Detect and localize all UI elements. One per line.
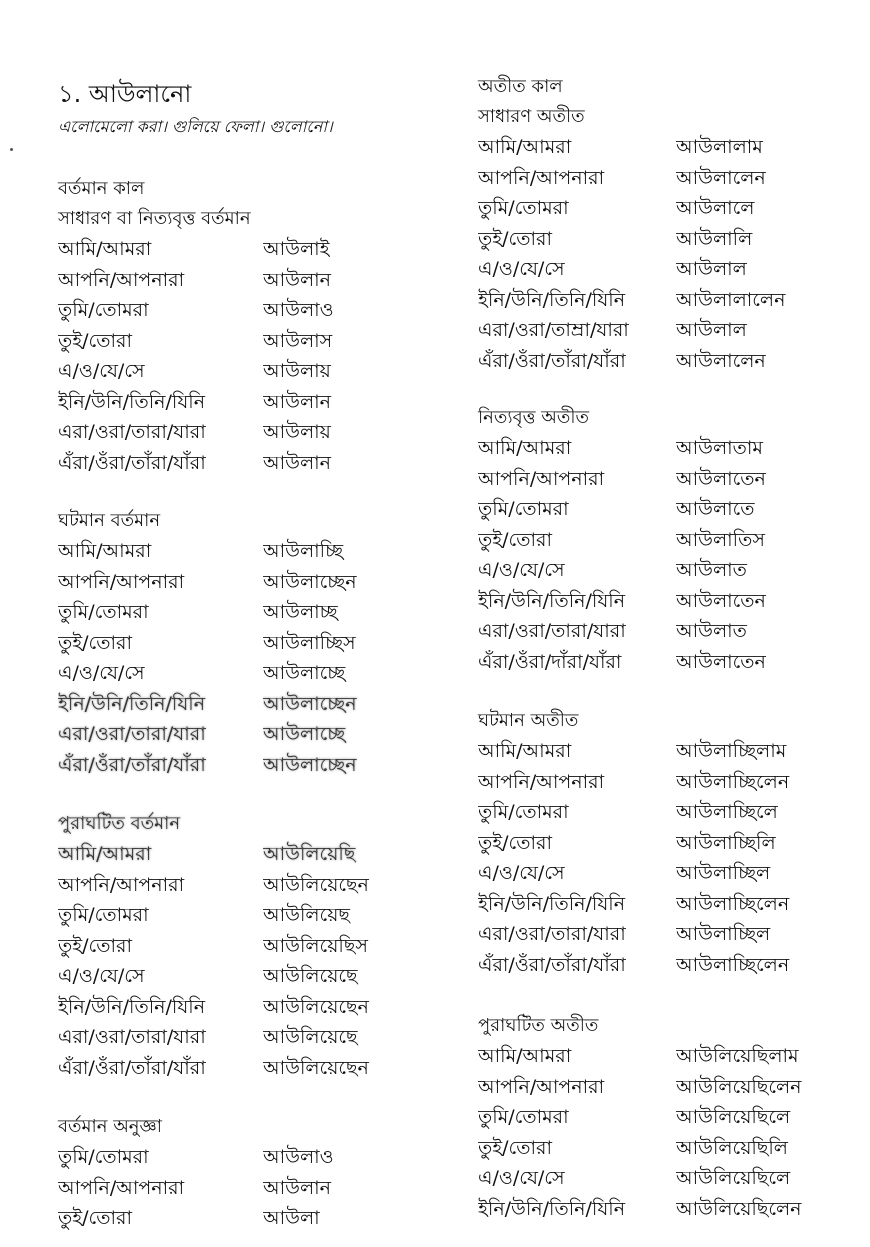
pronoun-cell: ইনি/উনি/তিনি/যিনি [478, 589, 626, 612]
pronoun-cell: আপনি/আপনারা [58, 570, 185, 593]
pronoun-cell: আমি/আমরা [58, 540, 152, 562]
pronoun-cell: এঁরা/ওঁরা/দাঁরা/যাঁরা [478, 650, 622, 673]
conjugation-row [58, 719, 438, 750]
pronoun-cell: তুমি/তোমরা [58, 1146, 149, 1168]
conjugation-row [58, 295, 438, 326]
conjugation-row [58, 448, 438, 479]
conjugation-row [58, 750, 438, 781]
pronoun-cell: তুই/তোরা [478, 227, 552, 250]
pronoun-cell: তুমি/তোমরা [58, 601, 149, 623]
conjugation-row [58, 234, 438, 265]
verb-form-cell: আউলাচ্ছিলেন [676, 953, 790, 976]
present-tense-heading: বর্তমান কাল [58, 178, 145, 199]
pronoun-cell: তুমি/তোমরা [58, 904, 149, 926]
pronoun-cell: এ/ও/যে/সে [58, 360, 145, 382]
pronoun-cell: আমি/আমরা [478, 740, 572, 762]
conjugation-row [58, 417, 438, 448]
verb-form-cell: আউলালেন [676, 349, 766, 372]
pronoun-cell: এ/ও/যে/সে [478, 1167, 565, 1189]
present-perfect-title: পুরাঘটিত বর্তমান [58, 813, 181, 834]
verb-form-cell: আউলিয়েছিলাম [676, 1045, 799, 1067]
pronoun-cell: আমি/আমরা [478, 1045, 572, 1067]
verb-form-cell: আউলাতাম [676, 437, 763, 459]
verb-form-cell: আউলালেন [676, 166, 766, 189]
conjugation-row [58, 689, 438, 720]
verb-form-cell: আউলান [263, 390, 331, 413]
conjugation-row [58, 1173, 438, 1204]
pronoun-cell: আমি/আমরা [478, 136, 572, 158]
verb-form-cell: আউলাও [263, 299, 334, 321]
verb-form-cell: আউলাচ্ছেন [263, 692, 357, 715]
pronoun-cell: তুই/তোরা [478, 831, 552, 854]
conjugation-row [58, 567, 438, 598]
verb-form-cell: আউলাচ্ছেন [263, 570, 357, 593]
conjugation-row [478, 797, 858, 828]
verb-form-cell: আউলান [263, 268, 331, 291]
pronoun-cell: এরা/ওরা/তারা/যারা [58, 421, 206, 443]
pronoun-cell: এ/ও/যে/সে [478, 258, 565, 280]
pronoun-cell: এঁরা/ওঁরা/তাঁরা/যাঁরা [58, 753, 206, 776]
verb-form-cell: আউলায় [263, 421, 331, 443]
conjugation-row [478, 224, 858, 255]
pronoun-cell: তুই/তোরা [58, 329, 132, 352]
verb-form-cell: আউলাচ্ছিলেন [676, 892, 790, 915]
verb-form-cell: আউলিয়েছে [263, 965, 358, 987]
verb-form-cell: আউলিয়েছিস [263, 934, 368, 957]
verb-form-cell: আউলাতেন [676, 650, 766, 673]
verb-form-cell: আউলিয়েছেন [263, 1056, 369, 1079]
verb-form-cell: আউলিয়েছিলে [676, 1106, 791, 1128]
conjugation-row [478, 346, 858, 377]
verb-form-cell: আউলিয়েছিলেন [676, 1197, 802, 1220]
conjugation-row [478, 1041, 858, 1072]
verb-form-cell: আউলাও [263, 1146, 334, 1168]
pronoun-cell: ইনি/উনি/তিনি/যিনি [58, 692, 206, 715]
present-continuous-section [58, 506, 438, 780]
conjugation-row [478, 950, 858, 981]
pronoun-cell: আপনি/আপনারা [58, 268, 185, 291]
verb-form-cell: আউলিয়েছিলে [676, 1167, 791, 1189]
conjugation-row [58, 536, 438, 567]
present-continuous-rows [58, 536, 438, 780]
verb-form-cell: আউলিয়েছি [263, 843, 356, 865]
pronoun-cell: আপনি/আপনারা [478, 166, 605, 189]
pronoun-cell: এ/ও/যে/সে [58, 662, 145, 684]
conjugation-row [478, 919, 858, 950]
pronoun-cell: এ/ও/যে/সে [58, 965, 145, 987]
conjugation-row [58, 326, 438, 357]
pronoun-cell: তুমি/তোমরা [478, 197, 569, 219]
present-imperative-section [58, 1112, 438, 1234]
conjugation-row [478, 464, 858, 495]
conjugation-row [58, 839, 438, 870]
pronoun-cell: আপনি/আপনারা [478, 467, 605, 490]
pronoun-cell: তুমি/তোমরা [478, 1106, 569, 1128]
pronoun-cell: এরা/ওরা/তাম্রা/যারা [478, 319, 629, 341]
verb-form-cell: আউলাচ্ছিলি [676, 831, 776, 854]
verb-form-cell: আউলালাম [676, 136, 763, 158]
print-speck [10, 148, 13, 151]
past-simple-rows [478, 132, 858, 376]
conjugation-row [58, 387, 438, 418]
verb-form-cell: আউলাতেন [676, 467, 766, 490]
conjugation-row [478, 555, 858, 586]
past-simple-section [478, 72, 858, 376]
pronoun-cell: ইনি/উনি/তিনি/যিনি [478, 288, 626, 311]
past-perfect-title: পুরাঘটিত অতীত [478, 1015, 599, 1036]
pronoun-cell: আপনি/আপনারা [58, 873, 185, 896]
conjugation-row [58, 658, 438, 689]
pronoun-cell: এরা/ওরা/তারা/যারা [478, 620, 626, 642]
conjugation-row [478, 193, 858, 224]
pronoun-cell: আপনি/আপনারা [478, 1075, 605, 1098]
verb-form-cell: আউলাচ্ছিল [676, 862, 771, 884]
conjugation-row [58, 900, 438, 931]
conjugation-row [478, 132, 858, 163]
conjugation-row [58, 1053, 438, 1084]
conjugation-row [58, 961, 438, 992]
verb-form-cell: আউলালি [676, 227, 753, 250]
verb-form-cell: আউলিয়েছেন [263, 995, 369, 1018]
conjugation-row [478, 858, 858, 889]
past-continuous-section [478, 706, 858, 980]
pronoun-cell: এ/ও/যে/সে [478, 862, 565, 884]
pronoun-cell: এরা/ওরা/তারা/যারা [478, 923, 626, 945]
present-perfect-section [58, 809, 438, 1083]
present-simple-section [58, 174, 438, 478]
verb-form-cell: আউলাচ্ছে [263, 723, 346, 745]
verb-form-cell: আউলাচ্ছিস [263, 631, 356, 654]
verb-form-cell: আউলাই [263, 238, 330, 260]
verb-form-cell: আউলাতেন [676, 589, 766, 612]
conjugation-row [478, 494, 858, 525]
conjugation-row [478, 1102, 858, 1133]
verb-form-cell: আউলাস [263, 329, 333, 352]
present-continuous-title: ঘটমান বর্তমান [58, 510, 161, 531]
pronoun-cell: তুই/তোরা [478, 1136, 552, 1159]
conjugation-row [478, 163, 858, 194]
verb-form-cell: আউলাত [676, 620, 747, 642]
pronoun-cell: তুই/তোরা [478, 528, 552, 551]
past-continuous-rows [478, 736, 858, 980]
conjugation-row [58, 1203, 438, 1234]
pronoun-cell: তুই/তোরা [58, 631, 132, 654]
verb-form-cell: আউলাচ্ছে [263, 662, 346, 684]
past-continuous-title: ঘটমান অতীত [478, 710, 579, 731]
pronoun-cell: তুমি/তোমরা [58, 299, 149, 321]
conjugation-row [478, 525, 858, 556]
pronoun-cell: আমি/আমরা [478, 437, 572, 459]
past-simple-title: সাধারণ অতীত [478, 106, 585, 127]
conjugation-row [478, 1072, 858, 1103]
verb-form-cell: আউলান [263, 1176, 331, 1199]
pronoun-cell: ইনি/উনি/তিনি/যিনি [58, 995, 206, 1018]
verb-form-cell: আউলিয়েছিলি [676, 1136, 788, 1159]
pronoun-cell: আমি/আমরা [58, 843, 152, 865]
verb-form-cell: আউলা [263, 1207, 320, 1229]
verb-form-cell: আউলিয়েছিলেন [676, 1075, 802, 1098]
conjugation-row [478, 736, 858, 767]
pronoun-cell: আমি/আমরা [58, 238, 152, 260]
pronoun-cell: এরা/ওরা/তারা/যারা [58, 723, 206, 745]
conjugation-row [478, 586, 858, 617]
entry-meaning: এলোমেলো করা। গুলিয়ে ফেলা। গুলোনো। [58, 117, 333, 136]
present-perfect-rows [58, 839, 438, 1083]
conjugation-row [478, 647, 858, 678]
conjugation-row [58, 356, 438, 387]
verb-form-cell: আউলান [263, 451, 331, 474]
present-imperative-rows [58, 1142, 438, 1234]
conjugation-row [478, 889, 858, 920]
verb-form-cell: আউলিয়েছ [263, 904, 350, 926]
pronoun-cell: এঁরা/ওঁরা/তাঁরা/যাঁরা [478, 349, 626, 372]
present-simple-rows [58, 234, 438, 478]
pronoun-cell: এঁরা/ওঁরা/তাঁরা/যাঁরা [478, 953, 626, 976]
present-imperative-title: বর্তমান অনুজ্ঞা [58, 1116, 162, 1137]
past-habitual-section [478, 403, 858, 677]
pronoun-cell: এরা/ওরা/তারা/যারা [58, 1026, 206, 1048]
conjugation-row [58, 597, 438, 628]
verb-form-cell: আউলালে [676, 197, 755, 219]
conjugation-row [478, 315, 858, 346]
conjugation-row [478, 767, 858, 798]
pronoun-cell: আপনি/আপনারা [58, 1176, 185, 1199]
conjugation-row [58, 1022, 438, 1053]
conjugation-row [478, 254, 858, 285]
conjugation-row [478, 616, 858, 647]
pronoun-cell: তুই/তোরা [58, 1207, 132, 1229]
conjugation-row [478, 1163, 858, 1194]
verb-form-cell: আউলাচ্ছেন [263, 753, 357, 776]
pronoun-cell: এঁরা/ওঁরা/তাঁরা/যাঁরা [58, 1056, 206, 1079]
verb-form-cell: আউলাতিস [676, 528, 765, 551]
past-tense-heading: অতীত কাল [478, 76, 563, 97]
past-habitual-title: নিত্যবৃত্ত অতীত [478, 407, 589, 428]
pronoun-cell: ইনি/উনি/তিনি/যিনি [58, 390, 206, 413]
verb-form-cell: আউলায় [263, 360, 331, 382]
verb-form-cell: আউলাচ্ছিল [676, 923, 771, 945]
verb-form-cell: আউলাতে [676, 498, 755, 520]
verb-form-cell: আউলিয়েছে [263, 1026, 358, 1048]
past-perfect-rows [478, 1041, 858, 1224]
pronoun-cell: ইনি/উনি/তিনি/যিনি [478, 1197, 626, 1220]
conjugation-row [478, 828, 858, 859]
pronoun-cell: আপনি/আপনারা [478, 770, 605, 793]
conjugation-row [478, 433, 858, 464]
pronoun-cell: তুমি/তোমরা [478, 801, 569, 823]
pronoun-cell: এঁরা/ওঁরা/তাঁরা/যাঁরা [58, 451, 206, 474]
pronoun-cell: তুমি/তোমরা [478, 498, 569, 520]
verb-form-cell: আউলাচ্ছিলেন [676, 770, 790, 793]
verb-form-cell: আউলাচ্ছ [263, 601, 338, 623]
conjugation-row [58, 628, 438, 659]
conjugation-row [478, 1133, 858, 1164]
entry-title: ১. আউলানো [58, 80, 192, 108]
past-perfect-section [478, 1011, 858, 1224]
conjugation-row [58, 1142, 438, 1173]
pronoun-cell: ইনি/উনি/তিনি/যিনি [478, 892, 626, 915]
conjugation-row [478, 285, 858, 316]
conjugation-row [478, 1194, 858, 1225]
verb-form-cell: আউলাচ্ছিলে [676, 801, 778, 823]
conjugation-row [58, 992, 438, 1023]
verb-form-cell: আউলালালেন [676, 288, 786, 311]
verb-form-cell: আউলাচ্ছি [263, 540, 344, 562]
conjugation-row [58, 265, 438, 296]
present-simple-title: সাধারণ বা নিত্যবৃত্ত বর্তমান [58, 208, 251, 229]
verb-form-cell: আউলাল [676, 319, 747, 341]
verb-form-cell: আউলাল [676, 258, 747, 280]
verb-form-cell: আউলাচ্ছিলাম [676, 740, 787, 762]
pronoun-cell: তুই/তোরা [58, 934, 132, 957]
verb-form-cell: আউলিয়েছেন [263, 873, 369, 896]
pronoun-cell: এ/ও/যে/সে [478, 559, 565, 581]
conjugation-row [58, 870, 438, 901]
verb-form-cell: আউলাত [676, 559, 747, 581]
past-habitual-rows [478, 433, 858, 677]
conjugation-row [58, 931, 438, 962]
